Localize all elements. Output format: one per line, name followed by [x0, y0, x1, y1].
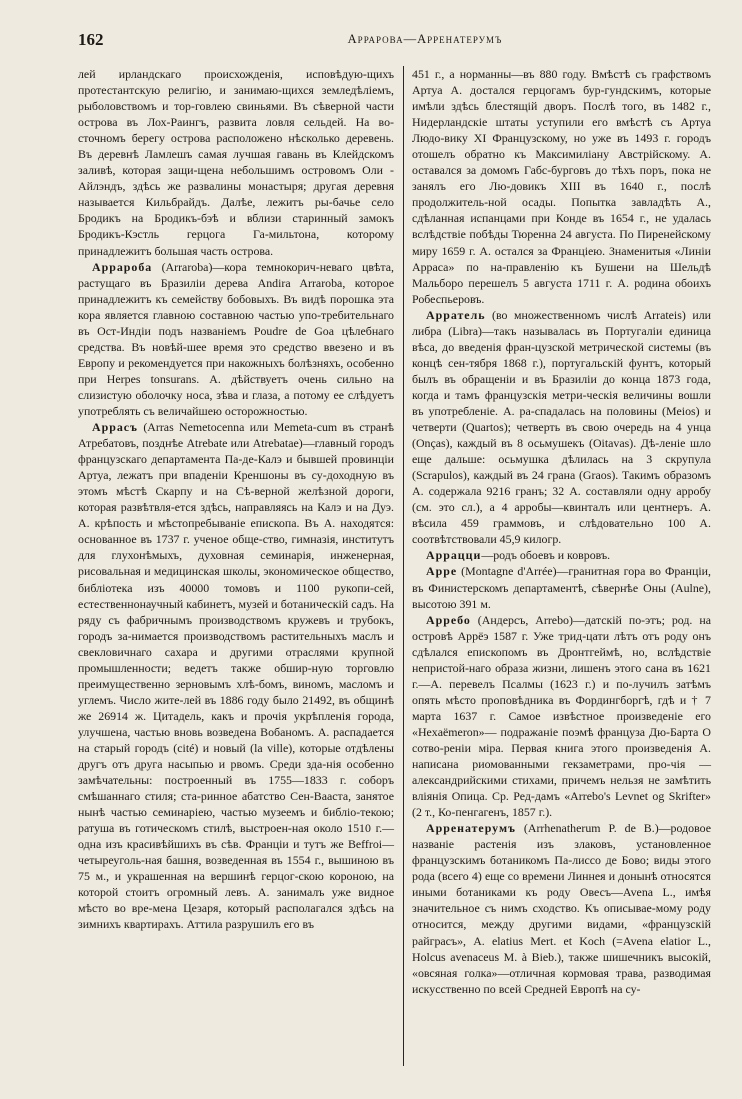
- dictionary-entry: [412, 307, 711, 548]
- page-header: [78, 30, 712, 56]
- dictionary-entry: [78, 259, 394, 419]
- entry-headword: Арре: [426, 564, 458, 579]
- right-column: [412, 66, 711, 997]
- running-head: Аррарова—Арренатерумъ: [347, 32, 503, 46]
- entry-headword: Арребо: [426, 612, 471, 627]
- dictionary-entry: [412, 563, 711, 611]
- column-divider: [403, 66, 404, 1066]
- entry-text: 451 г., а норманны—въ 880 году. Вмѣстѣ съ графствомъ Артуа А. достался герцогамъ бур-гундскимъ, которые имѣли здѣсь блестящій дворъ. Послѣ того, въ 1482 г., Нидерландскіе штаты уступили его вмѣстѣ съ Артуа Людо-вику XI Французскому, но уже въ 1493 г. городъ отошелъ обратно къ Максимиліану Австрійскому. А. оставался за домомъ Габс-бурговъ до тѣхъ поръ, пока не занялъ его Лю-довикъ XIII въ 1640 г., послѣ продолжитель-ной осады. Попытка завладѣть А., сдѣланная испанцами при Конде въ 1654 г., не удалась вслѣдствіе побѣды Тюренна 24 августа. По Пиренейскому миру 1659 г. А. остался за Франціею. Знаменитыя «Линіи Арраса» по на-правленію къ Бушени на Шельдѣ Мальборо перешелъ 5 августа 1711 г. А. родина обоихъ Робеспьеровъ.: [412, 67, 711, 306]
- entry-text: (Андерсъ, Arrebo)—датскій по-этъ; род. на островѣ Аррёэ 1587 г. Уже трид-цати лѣтъ отъ роду онъ сдѣлался епископомъ въ Дронтгеймѣ, но, вслѣдствіе непристой-наго образа жизни, лишенъ этого сана въ 1621 г.—А. перевелъ Псалмы (1623 г.) и по-лучилъ затѣмъ опять мѣсто проповѣдника въ Фордингборгѣ, гдѣ и † 7 марта 1637 г. Самое извѣстное произведеніе его «Hexaëmeron»— подражаніе поэмѣ француза Дю-Барта О сотво-реніи міра. Первая книга этого произведенія А. написана риомованными гекзаметрами, про-чія — александрийскими стихами, причемъ нельзя не замѣтить вліянія Опица. Ср. Ред-дамъ «Arrebo's Levnet og Skrifter» (2 т., Ко-пенгагенъ, 1857 г.).: [412, 612, 711, 820]
- entry-text: лей ирландскаго происхожденія, исповѣдую-щихъ протестантскую религію, и занимаю-щихся земледѣліемъ, рыболовствомъ и тор-говлею свиньями. Въ сѣверной части острова въ Лох-Раингъ, развита ловля сельдей. На во-сточномъ берегу острова расположено нѣсколько деревень. Въ деревнѣ Ламлешъ самая лучшая гавань въ Клейдскомъ заливѣ, которая защи-щена небольшимъ островомъ Оли - Айлэндъ, здѣсь же развалины монастыря; другая деревня называется Кильбрайдъ. Далѣе, лежитъ ры-бачье село Бродикъ на Бродикъ-бэѣ и вблизи старинный замокъ Бродикъ-Кэстль герцога Га-мильтона, которому принадлежитъ большая часть острова.: [78, 67, 394, 258]
- entry-headword: Аррароба: [92, 259, 153, 274]
- entry-text: (Arras Nemetocenna или Memeta-cum въ странѣ Атребатовъ, позднѣе Atrebate или Atrebatae)—главный городъ французскаго департамента Па-де-Калэ и бывшей провинціи Артуа, лежатъ при впаденіи Креншоны въ су-доходную въ этомъ мѣстѣ Скарпу и на Сѣ-верной желѣзной дороги, которая развѣтвля-ется здѣсь, направляясь на Калэ и на Дуэ. А. крѣпость и мѣстопребываніе епископа. Въ А. находятся: основанное въ 1737 г. ученое обще-ство, гимназія, институтъ для глухонѣмыхъ, духовная семинарія, инженерная, рисовальная и медицинская школы, экономическое общество, библіотека изъ 40000 томовъ и 1100 рукопи-сей, естественнонаучный кабинетъ, музей и ботаническій садъ. На ряду съ фабричнымъ производствомъ кружевъ и трубокъ, городъ за-нимается производствомъ растительныхъ маслъ и свекловичнаго сахара и другими отраслями крупной промышленности; ведетъ также обшир-ную торговлю преимущественно зерновымъ хлѣ-бомъ, виномъ, масломъ и углемъ. Число жите-лей въ 1886 году было 21492, въ общинѣ же 26914 ж. Цитадель, какъ и прочія укрѣпленія города, улучшена, частью вновь возведена Вобаномъ. А. распадается на старый городъ (cité) и новый (la ville), которые отдѣлены другъ отъ друга насыпью и рвомъ. Среди зда-нія особенно замѣчательны: построенный въ 1755—1833 г. соборъ смѣшаннаго стиля; ста-ринное абатство Сен-Вааста, занятое нынѣ частью семинаріею, частью музеемъ и библіо-текою; ратуша въ готическомъ стилѣ, выстроен-ная около 1510 г.—одна изъ красивѣйшихъ въ сѣв. Франціи и тутъ же Beffroi—четыреуголь-ная башня, возведенная въ 1554 г., вышиною въ 75 м., и украшенная на вершинѣ герцог-скою короною, на которой стоитъ огромный левъ. А. занималъ уже видное мѣсто во вре-мена Цезаря, который располагался здѣсь на зимнихъ квартирахъ. Аттила разрушилъ его въ: [78, 420, 394, 932]
- continued-paragraph: [78, 66, 394, 259]
- entry-text: —родъ обоевъ и ковровъ.: [481, 548, 611, 563]
- entry-headword: Арренатерумъ: [426, 821, 516, 836]
- page-number: 162: [78, 30, 104, 49]
- entry-headword: Аррацци: [426, 548, 482, 563]
- entry-text: (Arraroba)—кора темнокорич-неваго цвѣта, растущаго въ Бразиліи дерева Andira Arraroba, которое принадлежитъ къ семейству бобовыхъ. Въ видѣ порошка эта кора является главною составною частью упо-требительнаго въ Ост-Индіи подъ названіемъ Poudre de Goa цѣлебнаго средства. Въ новѣй-шее время это средство ввезено и въ Европу и рекомендуется при накожныхъ болѣзняхъ, особенно при Herpes tonsurans. А. дѣйствуетъ очень сильно на слизистую оболочку носа, зѣва и глаза, а потому ее слѣдуетъ употреблять съ величайшею осторожностью.: [78, 259, 394, 418]
- entry-text: (Arrhenatherum P. de B.)—родовое названіе растенія изъ злаковъ, установленное французскимъ ботаникомъ Па-лиссо де Бово; виды этого рода (всего 4) еще со времени Линнея и донынѣ относятся иными ботаниками къ роду Овесъ—Avena L., имѣя значительное съ нимъ сходство. Къ описывае-мому роду относится, между другими видами, «французскій райграсъ», A. elatius Mert. et Koch (=Avena elatior L., Holcus avenaceus M. à Bieb.), также шишечникъ высокій, «овсяная голка»—отличная кормовая трава, разводимая искусственно по всей Средней Европѣ на су-: [412, 821, 711, 996]
- entry-text: (во множественномъ числѣ Arrateis) или либра (Libra)—такъ называлась въ Португаліи единица вѣса, до введенія фран-цузской метрической системы (въ концѣ сен-тября 1868 г.), португальскій фунтъ, который былъ въ обращеніи и въ Бразиліи до конца 1873 года, когда и тамъ французскія метри-ческія величины вошли въ употребленіе. А. ра-спадалась на половины (Meios) и четверти (Quartos); четверть въ свою очередь на 4 унца (Onças), каждый въ 8 осьмушекъ (Oitavas). Дѣ-леніе шло еще дальше: осьмушка дѣлилась на 3 скрупула (Scrapulos), каждый въ 24 грана (Graos). Такимъ образомъ А. содержала 9216 гранъ; 32 А. составляли одну арробу (см. это сл.), а 4 арробы—квинталъ или центнеръ. А. вѣсила 459 граммовъ, и слѣдовательно 100 А. соотвѣтствовали 45,9 килогр.: [412, 307, 711, 547]
- entry-headword: Арратель: [426, 307, 486, 322]
- entry-text: (Montagne d'Arrée)—гранитная гора во Франціи, въ Финистерскомъ департаментѣ, сѣвернѣе Оны (Aulne), высотою 391 м.: [412, 564, 711, 611]
- dictionary-entry: [412, 612, 711, 821]
- entry-headword: Аррасъ: [92, 420, 138, 435]
- dictionary-entry: [412, 820, 711, 997]
- continued-paragraph: [412, 66, 711, 307]
- left-column: [78, 66, 394, 933]
- dictionary-entry: [412, 547, 711, 563]
- dictionary-entry: [78, 419, 394, 933]
